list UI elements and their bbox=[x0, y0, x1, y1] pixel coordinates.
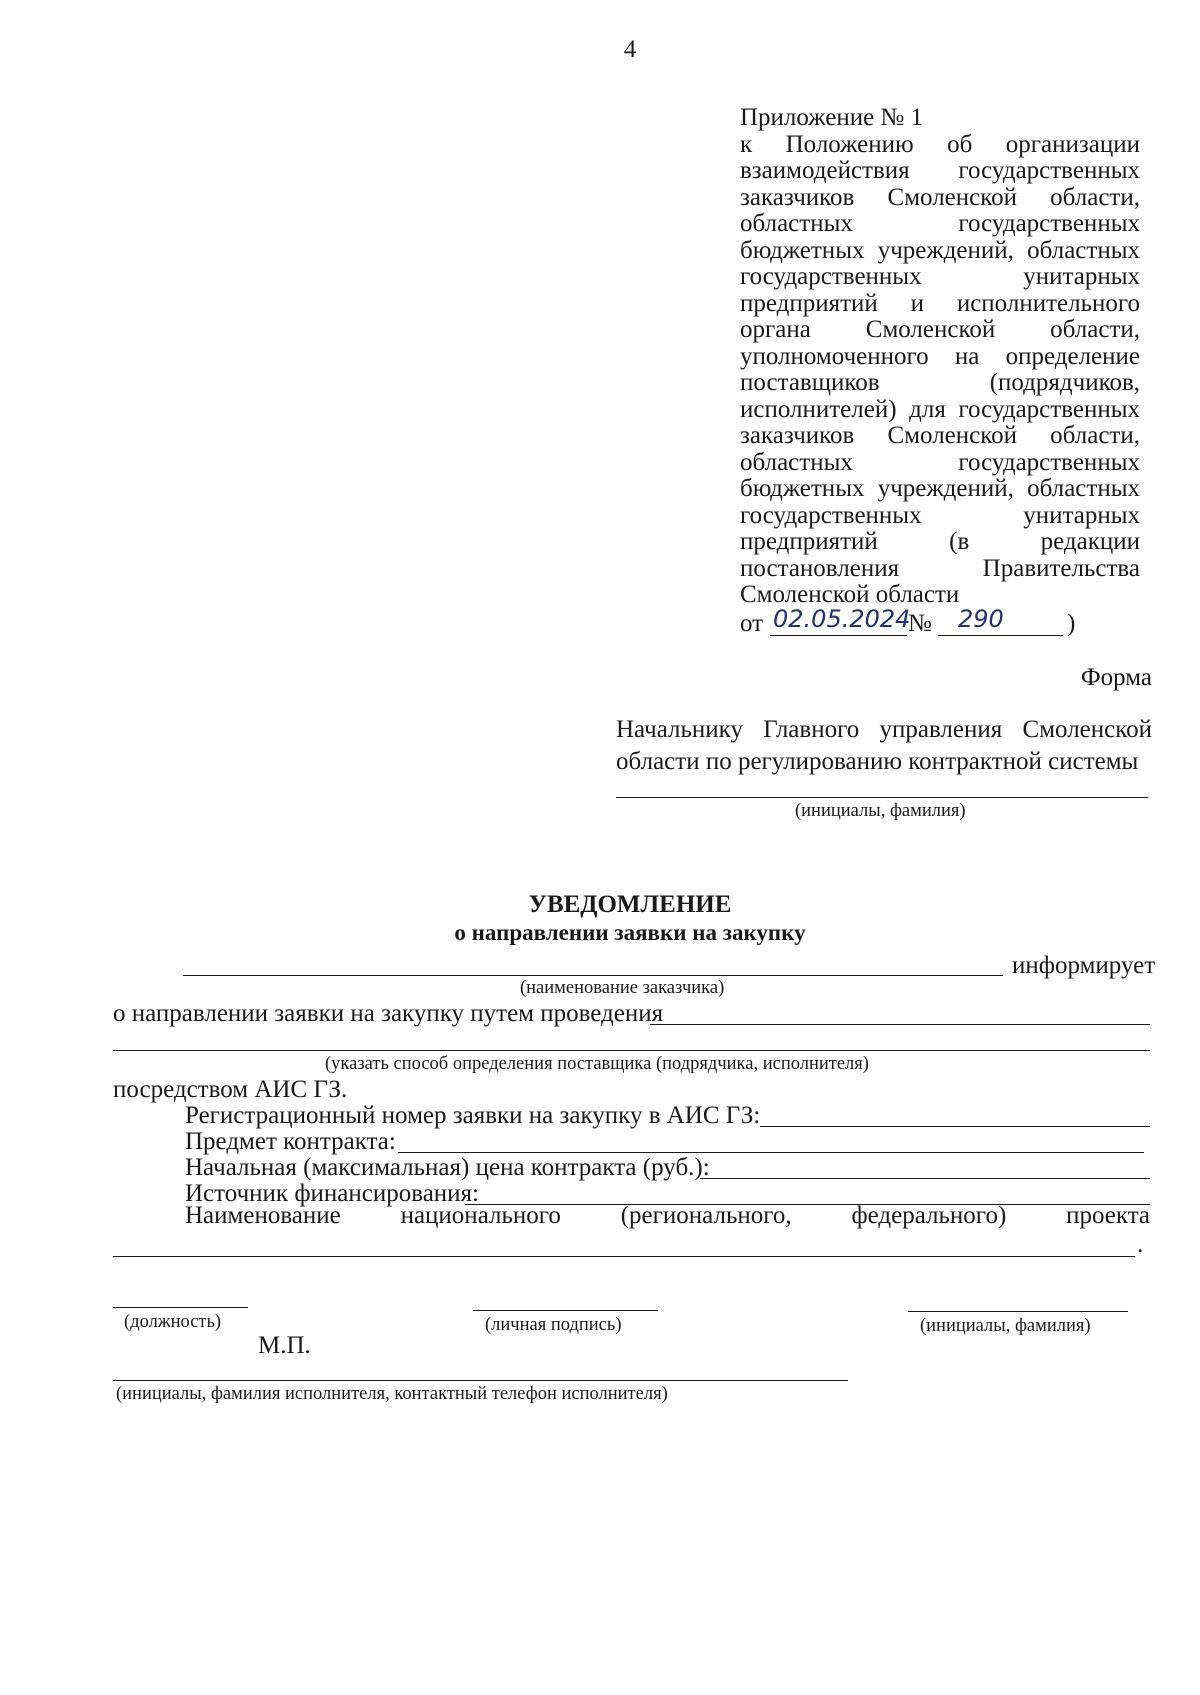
price-line bbox=[700, 1178, 1150, 1179]
handwritten-date: 02.05.2024 bbox=[773, 604, 911, 633]
appendix-line: уполномоченного на определение bbox=[740, 342, 1140, 370]
appendix-line: предприятий (в редакции bbox=[740, 528, 1140, 555]
project-label-row bbox=[185, 1203, 1150, 1230]
initials-line bbox=[908, 1311, 1128, 1312]
project-period: . bbox=[1137, 1231, 1144, 1258]
appendix-line: заказчиков Смоленской области, bbox=[740, 183, 1140, 211]
addressee-caption: (инициалы, фамилия) bbox=[795, 801, 966, 821]
appendix-line: бюджетных учреждений, областных bbox=[740, 475, 1140, 502]
initials-caption: (инициалы, фамилия) bbox=[920, 1316, 1091, 1336]
project-word-2: национального bbox=[400, 1202, 561, 1229]
date-prefix: от bbox=[740, 609, 764, 637]
appendix-line: бюджетных учреждений, областных bbox=[740, 236, 1140, 264]
form-label: Форма bbox=[1080, 664, 1152, 691]
position-caption: (должность) bbox=[124, 1312, 222, 1332]
subject-label: Предмет контракта: bbox=[185, 1128, 396, 1155]
method-line-2 bbox=[113, 1050, 1150, 1051]
document-subtitle: о направлении заявки на закупку bbox=[454, 920, 806, 945]
appendix-line: исполнителей) для государственных bbox=[740, 395, 1140, 423]
appendix-line: государственных унитарных bbox=[740, 263, 1140, 290]
closing-paren: ) bbox=[1067, 609, 1076, 637]
informs-text: информирует bbox=[1012, 952, 1156, 979]
source-label: Источник финансирования: bbox=[185, 1180, 480, 1207]
appendix-line: областных государственных bbox=[740, 448, 1140, 476]
reg-number-line bbox=[760, 1126, 1150, 1127]
reg-number-label: Регистрационный номер заявки на закупку в АИС ГЗ: bbox=[185, 1102, 761, 1129]
signature-line bbox=[473, 1310, 658, 1311]
appendix-line: заказчиков Смоленской области, bbox=[740, 422, 1140, 449]
appendix-block bbox=[740, 105, 1140, 643]
handwritten-number: 290 bbox=[958, 604, 1004, 633]
appendix-line: Приложение № 1 bbox=[740, 104, 924, 131]
method-prefix: о направлении заявки на закупку путем проведения bbox=[113, 1000, 664, 1027]
customer-name-line bbox=[183, 975, 1003, 976]
appendix-line: поставщиков (подрядчиков, bbox=[740, 369, 1140, 396]
addressee-line-1: Начальнику Главного управления Смоленской bbox=[616, 716, 1152, 743]
addressee-name-line bbox=[616, 797, 1148, 798]
project-word-4: федерального) bbox=[851, 1202, 1007, 1229]
project-word-1: Наименование bbox=[185, 1202, 341, 1229]
appendix-line: государственных унитарных bbox=[740, 501, 1140, 529]
appendix-line: органа Смоленской области, bbox=[740, 316, 1140, 343]
appendix-line: Смоленской области bbox=[740, 581, 960, 608]
project-line bbox=[113, 1256, 1135, 1257]
appendix-date-row bbox=[740, 604, 1140, 643]
document-title: УВЕДОМЛЕНИЕ bbox=[528, 891, 732, 918]
number-line bbox=[938, 635, 1063, 636]
addressee-block bbox=[616, 714, 1152, 778]
executor-line bbox=[113, 1380, 848, 1381]
date-line bbox=[770, 635, 907, 636]
subject-line bbox=[398, 1152, 1144, 1153]
via-ais-text: посредством АИС ГЗ. bbox=[113, 1076, 348, 1103]
appendix-line: к Положению об организации bbox=[740, 130, 1140, 158]
executor-caption: (инициалы, фамилия исполнителя, контактный телефон исполнителя) bbox=[116, 1384, 668, 1404]
price-label: Начальная (максимальная) цена контракта (руб.): bbox=[185, 1154, 710, 1181]
customer-caption: (наименование заказчика) bbox=[520, 978, 725, 998]
project-word-5: проекта bbox=[1066, 1202, 1151, 1229]
appendix-line: предприятий и исполнительного bbox=[740, 289, 1140, 317]
appendix-line: областных государственных bbox=[740, 210, 1140, 237]
project-word-3: (регионального, bbox=[620, 1202, 792, 1229]
signature-caption: (личная подпись) bbox=[485, 1315, 622, 1335]
appendix-line: постановления Правительства bbox=[740, 554, 1140, 582]
number-sign: № bbox=[908, 609, 932, 637]
appendix-line: взаимодействия государственных bbox=[740, 157, 1140, 184]
stamp-place: М.П. bbox=[258, 1332, 311, 1359]
page-number: 4 bbox=[623, 36, 637, 63]
method-line-1 bbox=[650, 1024, 1150, 1025]
position-line bbox=[113, 1307, 248, 1308]
addressee-line-2: области по регулированию контрактной системы bbox=[616, 748, 1139, 775]
method-caption: (указать способ определения поставщика (подрядчика, исполнителя) bbox=[325, 1054, 869, 1074]
